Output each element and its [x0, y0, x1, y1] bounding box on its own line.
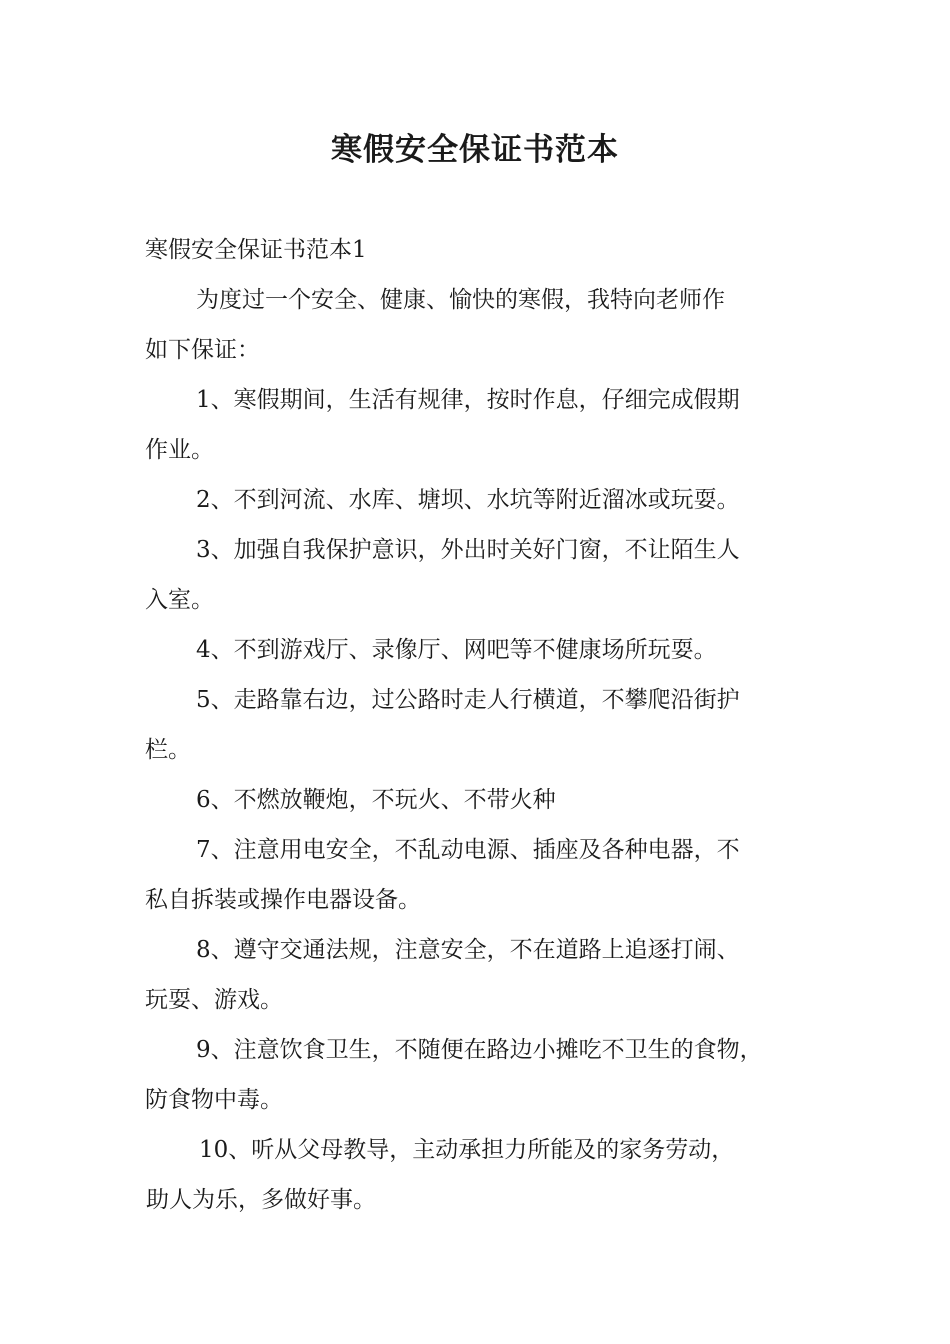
list-item-6-line: 6、不燃放鞭炮，不玩火、不带火种 — [196, 787, 556, 813]
list-item-9-line: 9、注意饮食卫生，不随便在路边小摊吃不卫生的食物， — [196, 1037, 763, 1063]
list-item-2-line: 2、不到河流、水库、塘坝、水坑等附近溜冰或玩耍。 — [196, 487, 740, 513]
list-item-3-line: 3、加强自我保护意识，外出时关好门窗，不让陌生人 — [196, 537, 740, 563]
intro-paragraph-line: 为度过一个安全、健康、愉快的寒假，我特向老师作 — [196, 287, 725, 313]
document-body — [145, 225, 813, 1225]
intro-paragraph-line: 如下保证： — [145, 337, 260, 363]
list-item-1-line: 作业。 — [145, 437, 214, 463]
section-heading: 寒假安全保证书范本1 — [145, 237, 367, 263]
list-item-5-line: 5、走路靠右边，过公路时走人行横道，不攀爬沿街护 — [196, 687, 740, 713]
list-item-9-line: 防食物中毒。 — [145, 1087, 283, 1113]
list-item-7-line: 私自拆装或操作电器设备。 — [145, 887, 421, 913]
list-item-7-line: 7、注意用电安全，不乱动电源、插座及各种电器，不 — [196, 837, 740, 863]
list-item-8-line: 8、遵守交通法规，注意安全，不在道路上追逐打闹、 — [196, 937, 740, 963]
list-item-8-line: 玩耍、游戏。 — [145, 987, 283, 1013]
list-item-10-line: 10、听从父母教导，主动承担力所能及的家务劳动， — [199, 1137, 735, 1163]
list-item-3-line: 入室。 — [145, 587, 214, 613]
page-title: 寒假安全保证书范本 — [331, 132, 619, 168]
list-item-1-line: 1、寒假期间，生活有规律，按时作息，仔细完成假期 — [196, 387, 740, 413]
list-item-5-line: 栏。 — [145, 737, 191, 763]
list-item-10-line: 助人为乐，多做好事。 — [146, 1187, 376, 1213]
list-item-4-line: 4、不到游戏厅、录像厅、网吧等不健康场所玩耍。 — [196, 637, 717, 663]
